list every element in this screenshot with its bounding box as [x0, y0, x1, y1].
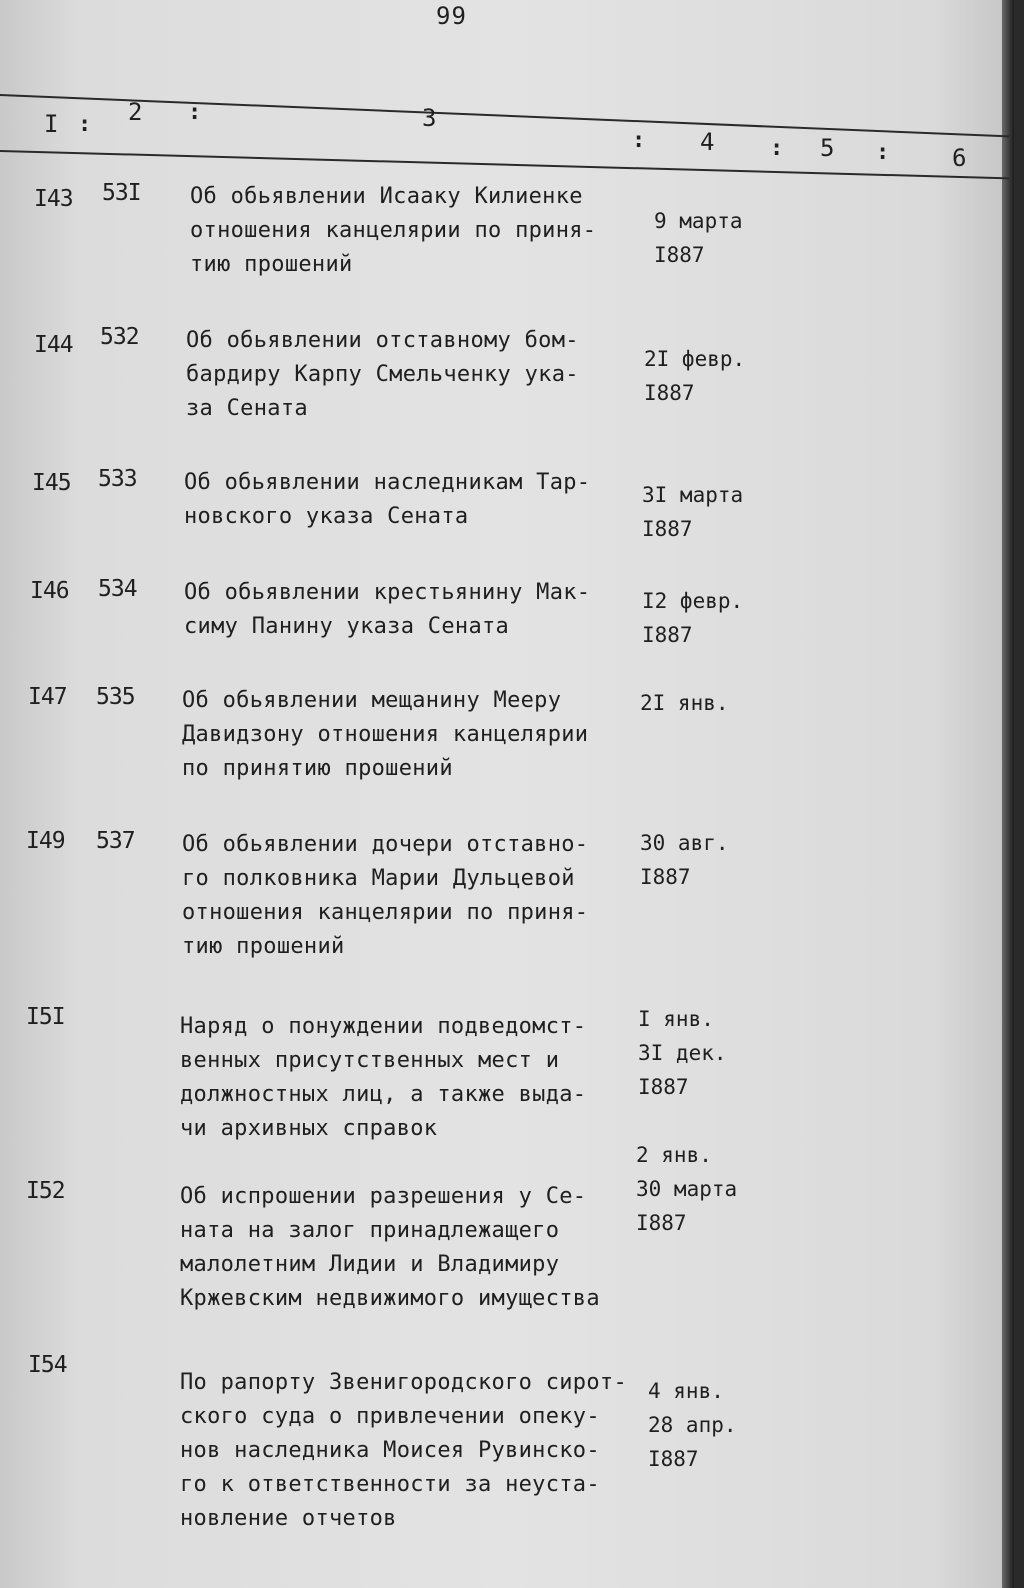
column-separator: : — [876, 140, 890, 165]
title-line: нов наследника Моисея Рувинско- — [180, 1438, 600, 1463]
row-number: I46 — [30, 578, 69, 604]
row-number: I47 — [28, 684, 67, 710]
row-number: I44 — [34, 332, 73, 358]
title-line: Об обьявлении дочери отставно- — [182, 832, 589, 857]
title-line: го к ответственности за неуста- — [180, 1472, 600, 1497]
column-header-4: 4 — [700, 128, 715, 156]
record-date — [636, 1138, 737, 1240]
date-line: I887 — [654, 243, 705, 267]
title-line: ского суда о привлечении опеку- — [180, 1404, 600, 1429]
title-line: По рапорту Звенигородского сирот- — [180, 1370, 627, 1395]
record-date — [644, 342, 745, 410]
column-separator: : — [188, 100, 202, 125]
date-line: 30 марта — [636, 1177, 738, 1201]
date-line: I887 — [642, 623, 693, 647]
date-line: I янв. — [638, 1007, 714, 1031]
date-line: 2I февр. — [644, 347, 746, 371]
column-separator: : — [770, 136, 784, 161]
record-code: 537 — [96, 828, 135, 854]
title-line: бардиру Карпу Смельченку ука- — [186, 362, 579, 387]
column-header-1: I — [44, 110, 59, 138]
date-line: I2 февр. — [642, 589, 744, 613]
record-title — [184, 576, 590, 644]
page-number: 99 — [436, 2, 467, 30]
date-line: 2 янв. — [636, 1143, 712, 1167]
record-date — [642, 584, 743, 652]
record-title — [186, 324, 579, 426]
column-header-2: 2 — [128, 98, 143, 126]
record-title — [180, 1180, 600, 1316]
record-code: 535 — [96, 684, 135, 710]
record-title — [180, 1010, 586, 1146]
title-line: Кржевским недвижимого имущества — [180, 1286, 600, 1311]
title-line: ната на залог принадлежащего — [180, 1218, 560, 1243]
date-line: I887 — [644, 381, 695, 405]
row-number: I54 — [28, 1352, 67, 1378]
title-line: Об обьявлении мещанину Мееру — [182, 688, 562, 713]
record-code: 53I — [102, 180, 141, 206]
record-code: 532 — [100, 324, 139, 350]
title-line: Давидзону отношения канцелярии — [182, 722, 589, 747]
date-line: I887 — [640, 865, 691, 889]
date-line: 3I марта — [642, 483, 744, 507]
record-code: 534 — [98, 576, 137, 602]
title-line: за Сената — [186, 396, 308, 421]
title-line: по принятию прошений — [182, 756, 453, 781]
title-line: отношения канцелярии по приня- — [182, 900, 589, 925]
column-header-5: 5 — [820, 134, 835, 162]
record-title — [184, 466, 590, 534]
date-line: I887 — [648, 1447, 699, 1471]
title-line: симу Панину указа Сената — [184, 614, 510, 639]
record-title — [182, 828, 588, 964]
header-bottom-rule — [0, 150, 1010, 179]
record-code: 533 — [98, 466, 137, 492]
title-line: новление отчетов — [180, 1506, 397, 1531]
date-line: 2I янв. — [640, 691, 729, 715]
date-line: I887 — [642, 517, 693, 541]
title-line: Об испрошении разрешения у Се- — [180, 1184, 587, 1209]
column-header-6: 6 — [952, 144, 967, 172]
column-separator: : — [632, 128, 646, 153]
column-separator: : — [78, 112, 92, 137]
record-title — [190, 180, 596, 282]
column-header-3: 3 — [422, 104, 437, 132]
row-number: I43 — [34, 186, 73, 212]
title-line: новского указа Сената — [184, 504, 469, 529]
title-line: Об обьявлении крестьянину Мак- — [184, 580, 591, 605]
title-line: Об обьявлении Исааку Килиенке — [190, 184, 583, 209]
date-line: 28 апр. — [648, 1413, 737, 1437]
row-number: I5I — [26, 1004, 65, 1030]
record-date — [640, 826, 729, 894]
record-date — [640, 686, 729, 720]
record-date — [654, 204, 743, 272]
title-line: отношения канцелярии по приня- — [190, 218, 597, 243]
title-line: малолетним Лидии и Владимиру — [180, 1252, 560, 1277]
record-date — [638, 1002, 727, 1104]
title-line: чи архивных справок — [180, 1116, 438, 1141]
row-number: I49 — [26, 828, 65, 854]
record-date — [648, 1374, 737, 1476]
title-line: Об обьявлении отставному бом- — [186, 328, 579, 353]
header-top-rule — [0, 94, 1009, 137]
title-line: го полковника Марии Дульцевой — [182, 866, 575, 891]
date-line: 9 марта — [654, 209, 743, 233]
title-line: должностных лиц, а также выда- — [180, 1082, 587, 1107]
row-number: I52 — [26, 1178, 65, 1204]
row-number: I45 — [32, 470, 71, 496]
title-line: тию прошений — [190, 252, 353, 277]
date-line: 3I дек. — [638, 1041, 727, 1065]
title-line: тию прошений — [182, 934, 345, 959]
title-line: венных присутственных мест и — [180, 1048, 560, 1073]
date-line: I887 — [638, 1075, 689, 1099]
date-line: 4 янв. — [648, 1379, 724, 1403]
page-edge-shadow — [1002, 0, 1014, 1588]
title-line: Наряд о понуждении подведомст- — [180, 1014, 587, 1039]
record-title — [182, 684, 588, 786]
title-line: Об обьявлении наследникам Тар- — [184, 470, 591, 495]
date-line: 30 авг. — [640, 831, 729, 855]
record-title — [180, 1366, 627, 1536]
date-line: I887 — [636, 1211, 687, 1235]
record-date — [642, 478, 743, 546]
